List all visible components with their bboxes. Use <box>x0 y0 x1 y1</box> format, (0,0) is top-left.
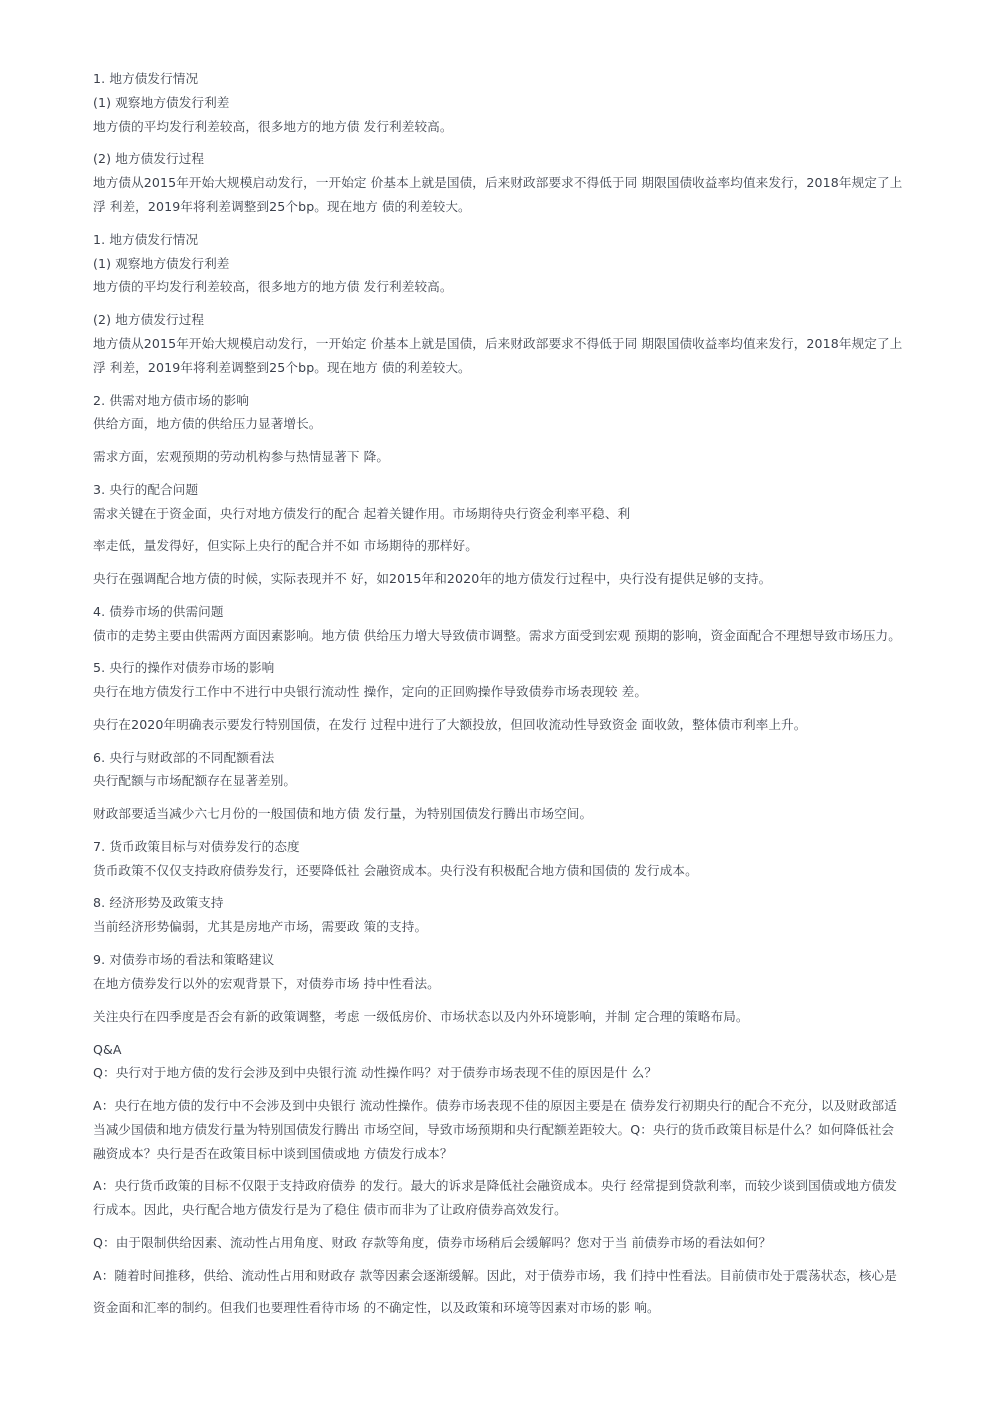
qa-answer-line: 当减少国债和地方债发行量为特别国债发行腾出 市场空间，导致市场预期和央行配额差距较大。Q：央行的货币政策目标是什么？如何降低社会 <box>93 1122 895 1137</box>
paragraph-line: 货币政策不仅仅支持政府债券发行，还要降低社 会融资成本。央行没有积极配合地方债和国债的 发行成本。 <box>93 863 698 878</box>
qa-question: Q：由于限制供给因素、流动性占用角度、财政 存款等角度，债券市场稍后会缓解吗？您对于当 前债券市场的看法如何？ <box>93 1235 772 1250</box>
paragraph-line: 央行在强调配合地方债的时候，实际表现并不 好，如2015年和2020年的地方债发行过程中，央行没有提供足够的支持。 <box>93 571 772 586</box>
section-heading: 8. 经济形势及政策支持 <box>93 895 224 910</box>
qa-answer-line: 资金面和汇率的制约。但我们也要理性看待市场 的不确定性，以及政策和环境等因素对市场的影 响。 <box>93 1300 660 1315</box>
paragraph-line: 地方债从2015年开始大规模启动发行，一开始定 价基本上就是国债，后来财政部要求不得低于同 期限国债收益率均值来发行，2018年规定了上 <box>93 175 903 190</box>
paragraph-line: 当前经济形势偏弱，尤其是房地产市场，需要政 策的支持。 <box>93 919 428 934</box>
paragraph-line: 央行在2020年明确表示要发行特别国债，在发行 过程中进行了大额投放，但回收流动性导致资金 面收敛，整体债市利率上升。 <box>93 717 807 732</box>
paragraph-line: 财政部要适当减少六七月份的一般国债和地方债 发行量，为特别国债发行腾出市场空间。 <box>93 806 593 821</box>
paragraph-line: 地方债的平均发行利差较高，很多地方的地方债 发行利差较高。 <box>93 279 453 294</box>
section-heading: 9. 对债券市场的看法和策略建议 <box>93 952 275 967</box>
paragraph-line: 需求关键在于资金面，央行对地方债发行的配合 起着关键作用。市场期待央行资金利率平稳、利 <box>93 506 631 521</box>
paragraph-line: 需求方面，宏观预期的劳动机构参与热情显著下 降。 <box>93 449 390 464</box>
paragraph-line: 地方债从2015年开始大规模启动发行，一开始定 价基本上就是国债，后来财政部要求不得低于同 期限国债收益率均值来发行，2018年规定了上 <box>93 336 903 351</box>
paragraph-line: 浮 利差，2019年将利差调整到25个bp。现在地方 债的利差较大。 <box>93 360 471 375</box>
qa-answer-line: A：央行在地方债的发行中不会涉及到中央银行 流动性操作。债券市场表现不佳的原因主要是在 债券发行初期央行的配合不充分，以及财政部适 <box>93 1098 897 1113</box>
paragraph-line: 供给方面，地方债的供给压力显著增长。 <box>93 416 322 431</box>
subsection-heading: (1) 观察地方债发行利差 <box>93 95 230 110</box>
qa-answer-line: 行成本。因此，央行配合地方债发行是为了稳住 债市而非为了让政府债券高效发行。 <box>93 1202 567 1217</box>
paragraph-line: 率走低，量发得好，但实际上央行的配合并不如 市场期待的那样好。 <box>93 538 478 553</box>
section-heading: 1. 地方债发行情况 <box>93 232 199 247</box>
qa-question: Q：央行对于地方债的发行会涉及到中央银行流 动性操作吗？对于债券市场表现不佳的原因是什 么？ <box>93 1065 658 1080</box>
paragraph-line: 浮 利差，2019年将利差调整到25个bp。现在地方 债的利差较大。 <box>93 199 471 214</box>
paragraph-line: 债市的走势主要由供需两方面因素影响。地方债 供给压力增大导致债市调整。需求方面受到宏观 预期的影响，资金面配合不理想导致市场压力。 <box>93 628 901 643</box>
qa-answer-line: 融资成本？央行是否在政策目标中谈到国债或地 方债发行成本？ <box>93 1146 453 1161</box>
subsection-heading: (1) 观察地方债发行利差 <box>93 256 230 271</box>
section-heading: 2. 供需对地方债市场的影响 <box>93 393 249 408</box>
paragraph-line: 地方债的平均发行利差较高，很多地方的地方债 发行利差较高。 <box>93 119 453 134</box>
section-heading: 4. 债券市场的供需问题 <box>93 604 224 619</box>
paragraph-line: 在地方债券发行以外的宏观背景下，对债券市场 持中性看法。 <box>93 976 440 991</box>
paragraph-line: 央行配额与市场配额存在显著差别。 <box>93 773 297 788</box>
section-heading: 7. 货币政策目标与对债券发行的态度 <box>93 839 300 854</box>
section-heading: 6. 央行与财政部的不同配额看法 <box>93 750 275 765</box>
qa-answer-line: A：央行货币政策的目标不仅限于支持政府债券 的发行。最大的诉求是降低社会融资成本。央行 经常提到贷款利率，而较少谈到国债或地方债发 <box>93 1178 897 1193</box>
section-heading: Q&A <box>93 1042 122 1057</box>
subsection-heading: (2) 地方债发行过程 <box>93 151 205 166</box>
qa-answer-line: A：随着时间推移，供给、流动性占用和财政存 款等因素会逐渐缓解。因此，对于债券市场，我 们持中性看法。目前债市处于震荡状态，核心是 <box>93 1268 897 1283</box>
section-heading: 1. 地方债发行情况 <box>93 71 199 86</box>
section-heading: 5. 央行的操作对债券市场的影响 <box>93 660 275 675</box>
paragraph-line: 关注央行在四季度是否会有新的政策调整，考虑 一级低房价、市场状态以及内外环境影响，并制 定合理的策略布局。 <box>93 1009 749 1024</box>
section-heading: 3. 央行的配合问题 <box>93 482 199 497</box>
subsection-heading: (2) 地方债发行过程 <box>93 312 205 327</box>
paragraph-line: 央行在地方债发行工作中不进行中央银行流动性 操作，定向的正回购操作导致债券市场表现较 差。 <box>93 684 648 699</box>
